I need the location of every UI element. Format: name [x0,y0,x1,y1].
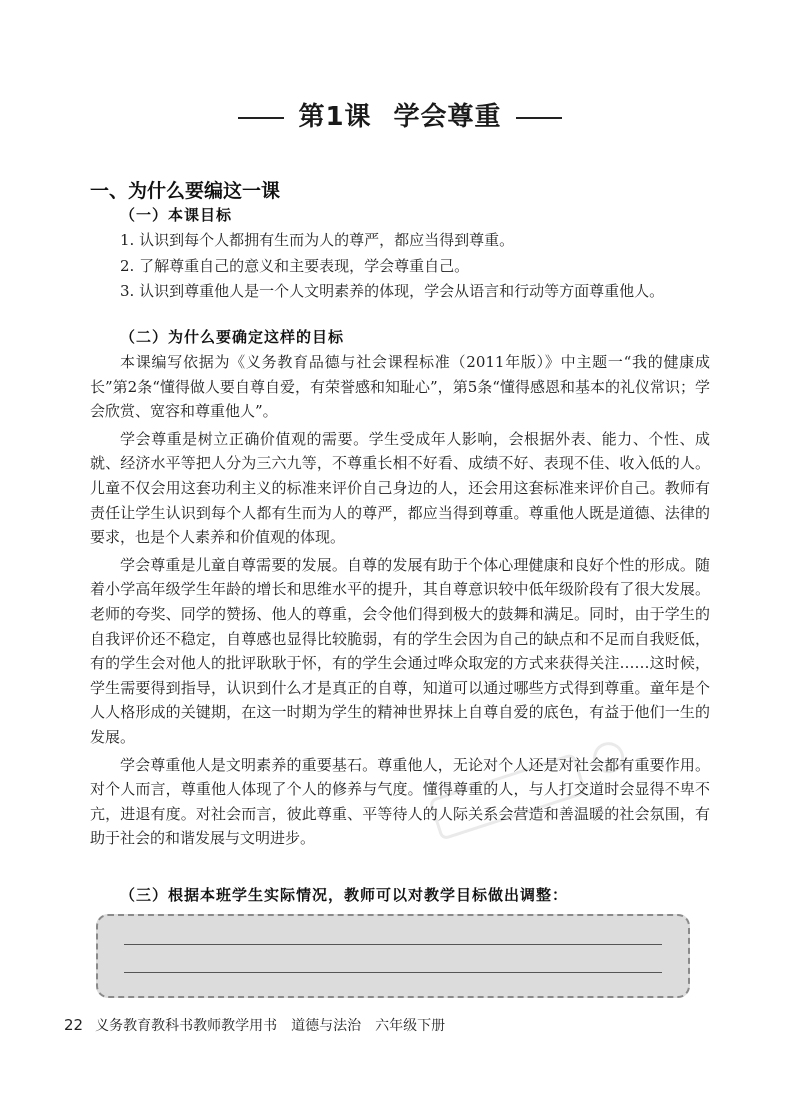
paragraph: 学会尊重他人是文明素养的重要基石。尊重他人，无论对个人还是对社会都有重要作用。对个人而言，尊重他人体现了个人的修养与气度。懂得尊重的人，与人打交道时会显得不卑不亢，进退有度。对社会而言，彼此尊重、平等待人的人际关系会营造和善温暖的社会氛围，有助于社会的和谐发展与文明进步。 [90,755,710,848]
paragraph: 学会尊重是儿童自尊需要的发展。自尊的发展有助于个体心理健康和良好个性的形成。随着小学高年级学生年龄的增长和思维水平的提升，其自尊意识较中低年级阶段有了很大发展。老师的夸奖、同学的赞扬、他人的尊重，会令他们得到极大的鼓舞和满足。同时，由于学生的自我评价还不稳定，自尊感也显得比较脆弱，有的学生会因为自己的缺点和不足而自我贬低，有的学生会对他人的批评耿耿于怀，有的学生会通过哗众取宠的方式来获得关注……这时候，学生需要得到指导，认识到什么才是真正的自尊，知道可以通过哪些方式得到尊重。童年是个人人格形成的关键期，在这一时期为学生的精神世界抹上自尊自爱的底色，有益于他们一生的发展。 [90,555,710,746]
title-left-rule [238,117,284,119]
book-title: 义务教育教科书教师教学用书 道德与法治 六年级下册 [95,1018,446,1034]
goal-item: 1. 认识到每个人都拥有生而为人的尊严，都应当得到尊重。 [120,231,515,249]
page-footer [64,1015,445,1035]
goal-list [120,228,720,305]
reasons-body [90,350,710,854]
goals-heading: （一）本课目标 [120,206,233,224]
page-number: 22 [64,1016,84,1034]
writing-line [124,972,662,973]
goal-item: 3. 认识到尊重他人是一个人文明素养的体现，学会从语言和行动等方面尊重他人。 [120,282,665,300]
goal-item: 2. 了解尊重自己的意义和主要表现，学会尊重自己。 [120,256,470,275]
adjust-heading: （三）根据本班学生实际情况，教师可以对教学目标做出调整： [120,886,569,904]
paragraph: 本课编写依据为《义务教育品德与社会课程标准（2011年版）》中主题一“我的健康成长”第2条“懂得做人要自尊自爱，有荣誉感和知耻心”，第5条“懂得感恩和基本的礼仪常识；学会欣赏、宽容和尊重他人”。 [90,353,710,421]
lesson-name: 学会尊重 [393,102,502,132]
notes-box [96,914,690,998]
paragraph: 学会尊重是树立正确价值观的需要。学生受成年人影响，会根据外表、能力、个性、成就、经济水平等把人分为三六九等，不尊重长相不好看、成绩不好、表现不佳、收入低的人。儿童不仅会用这套功利主义的标准来评价自己身边的人，还会用这套标准来评价自己。教师有责任让学生认识到每个人都有生而为人的尊严，都应当得到尊重。尊重他人既是道德、法律的要求，也是个人素养和价值观的体现。 [90,429,710,547]
lesson-number: 第1课 [298,102,372,132]
reasons-heading: （二）为什么要确定这样的目标 [120,328,345,346]
lesson-title [0,96,800,133]
title-right-rule [516,117,562,119]
section-heading: 一、为什么要编这一课 [90,180,281,202]
writing-line [124,944,662,945]
